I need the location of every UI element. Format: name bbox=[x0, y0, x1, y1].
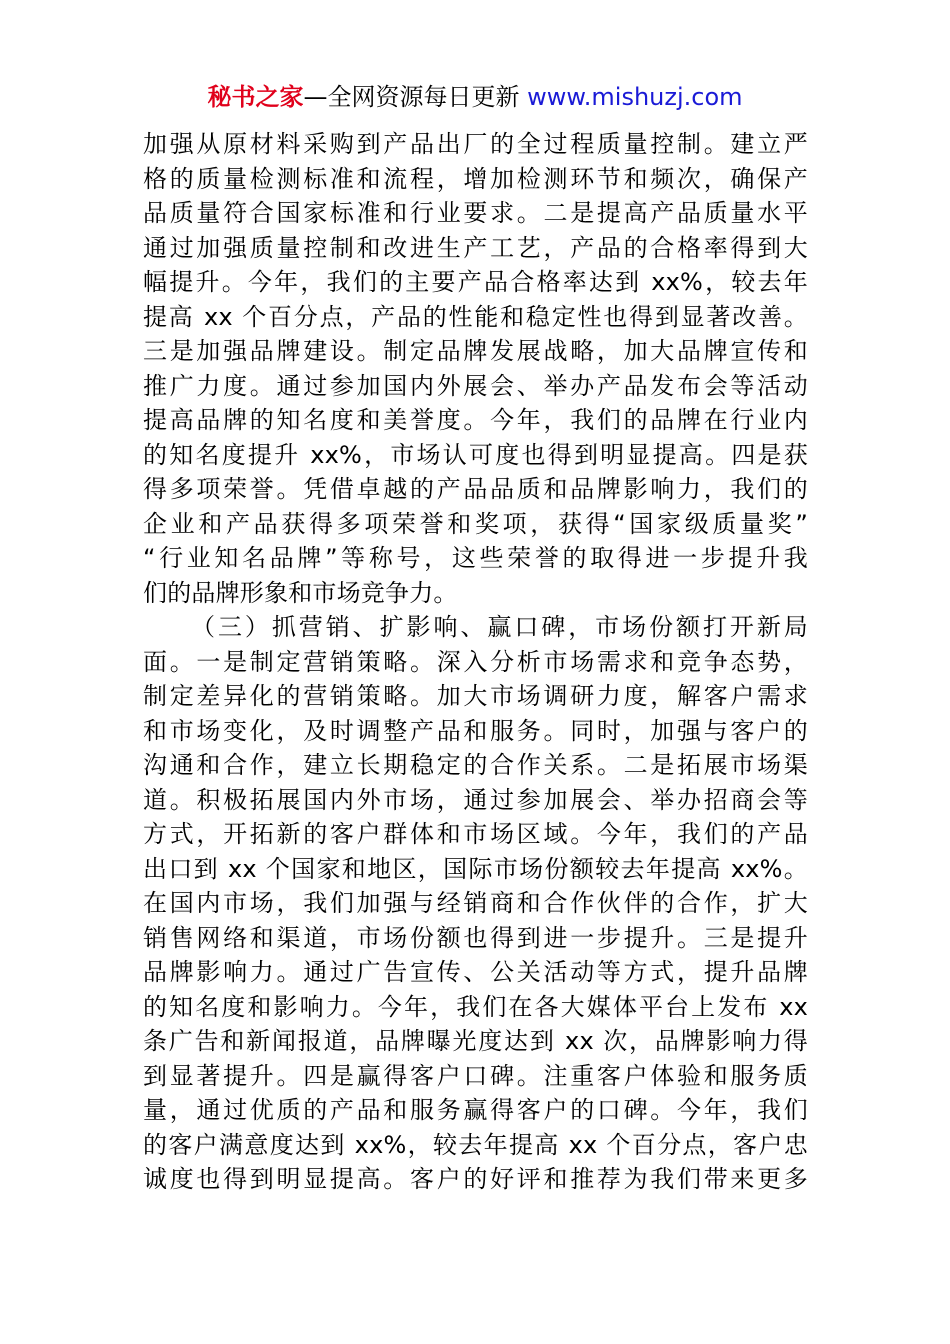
section-heading-line: （三）抓营销、扩影响、赢口碑，市场份额打开新局 bbox=[191, 613, 808, 641]
text-line: 制定差异化的营销策略。加大市场调研力度，解客户需求 bbox=[143, 682, 808, 710]
text-line: 加强从原材料采购到产品出厂的全过程质量控制。建立严 bbox=[143, 130, 808, 158]
text-line: 提高 xx 个百分点，产品的性能和稳定性也得到显著改善。 bbox=[143, 302, 808, 331]
text-line: 诚度也得到明显提高。客户的好评和推荐为我们带来更多 bbox=[143, 1165, 808, 1193]
text-line: 格的质量检测标准和流程，增加检测环节和频次，确保产 bbox=[143, 164, 808, 193]
text-line: 的客户满意度达到 xx%，较去年提高 xx 个百分点，客户忠 bbox=[143, 1130, 808, 1159]
site-tagline: —全网资源每日更新 bbox=[303, 83, 528, 111]
text-line: 推广力度。通过参加国内外展会、举办产品发布会等活动 bbox=[143, 371, 808, 400]
text-line: 条广告和新闻报道，品牌曝光度达到 xx 次，品牌影响力得 bbox=[143, 1027, 808, 1055]
text-line: 幅提升。今年，我们的主要产品合格率达到 xx%，较去年 bbox=[143, 268, 808, 296]
site-url-link[interactable]: www.mishuzj.com bbox=[527, 83, 743, 111]
text-line: 通过加强质量控制和改进生产工艺，产品的合格率得到大 bbox=[143, 233, 808, 262]
text-line: 品牌影响力。通过广告宣传、公关活动等方式，提升品牌 bbox=[143, 958, 808, 986]
text-line: “行业知名品牌”等称号，这些荣誉的取得进一步提升我 bbox=[143, 544, 808, 572]
text-line: 企业和产品获得多项荣誉和奖项，获得“国家级质量奖” bbox=[143, 509, 808, 538]
site-header bbox=[0, 80, 950, 114]
site-brand: 秘书之家 bbox=[207, 83, 304, 111]
text-line: 量，通过优质的产品和服务赢得客户的口碑。今年，我们 bbox=[143, 1096, 808, 1124]
paragraph-end-line: 们的品牌形象和市场竞争力。 bbox=[143, 578, 458, 607]
text-line: 面。一是制定营销策略。深入分析市场需求和竞争态势， bbox=[143, 647, 808, 676]
text-line: 三是加强品牌建设。制定品牌发展战略，加大品牌宣传和 bbox=[143, 337, 808, 365]
text-line: 方式，开拓新的客户群体和市场区域。今年，我们的产品 bbox=[143, 820, 808, 848]
text-line: 在国内市场，我们加强与经销商和合作伙伴的合作，扩大 bbox=[143, 889, 808, 917]
text-line: 提高品牌的知名度和美誉度。今年，我们的品牌在行业内 bbox=[143, 406, 808, 434]
text-line: 的知名度提升 xx%，市场认可度也得到明显提高。四是获 bbox=[143, 440, 808, 469]
text-line: 出口到 xx 个国家和地区，国际市场份额较去年提高 xx%。 bbox=[143, 854, 808, 883]
text-line: 道。积极拓展国内外市场，通过参加展会、举办招商会等 bbox=[143, 785, 808, 814]
document-body bbox=[143, 127, 808, 1197]
text-line: 沟通和合作，建立长期稳定的合作关系。二是拓展市场渠 bbox=[143, 751, 808, 779]
text-line: 品质量符合国家标准和行业要求。二是提高产品质量水平 bbox=[143, 199, 808, 227]
text-line: 的知名度和影响力。今年，我们在各大媒体平台上发布 xx bbox=[143, 992, 808, 1021]
text-line: 到显著提升。四是赢得客户口碑。注重客户体验和服务质 bbox=[143, 1061, 808, 1090]
text-line: 和市场变化，及时调整产品和服务。同时，加强与客户的 bbox=[143, 716, 808, 745]
text-line: 销售网络和渠道，市场份额也得到进一步提升。三是提升 bbox=[143, 923, 808, 952]
text-line: 得多项荣誉。凭借卓越的产品品质和品牌影响力，我们的 bbox=[143, 475, 808, 503]
